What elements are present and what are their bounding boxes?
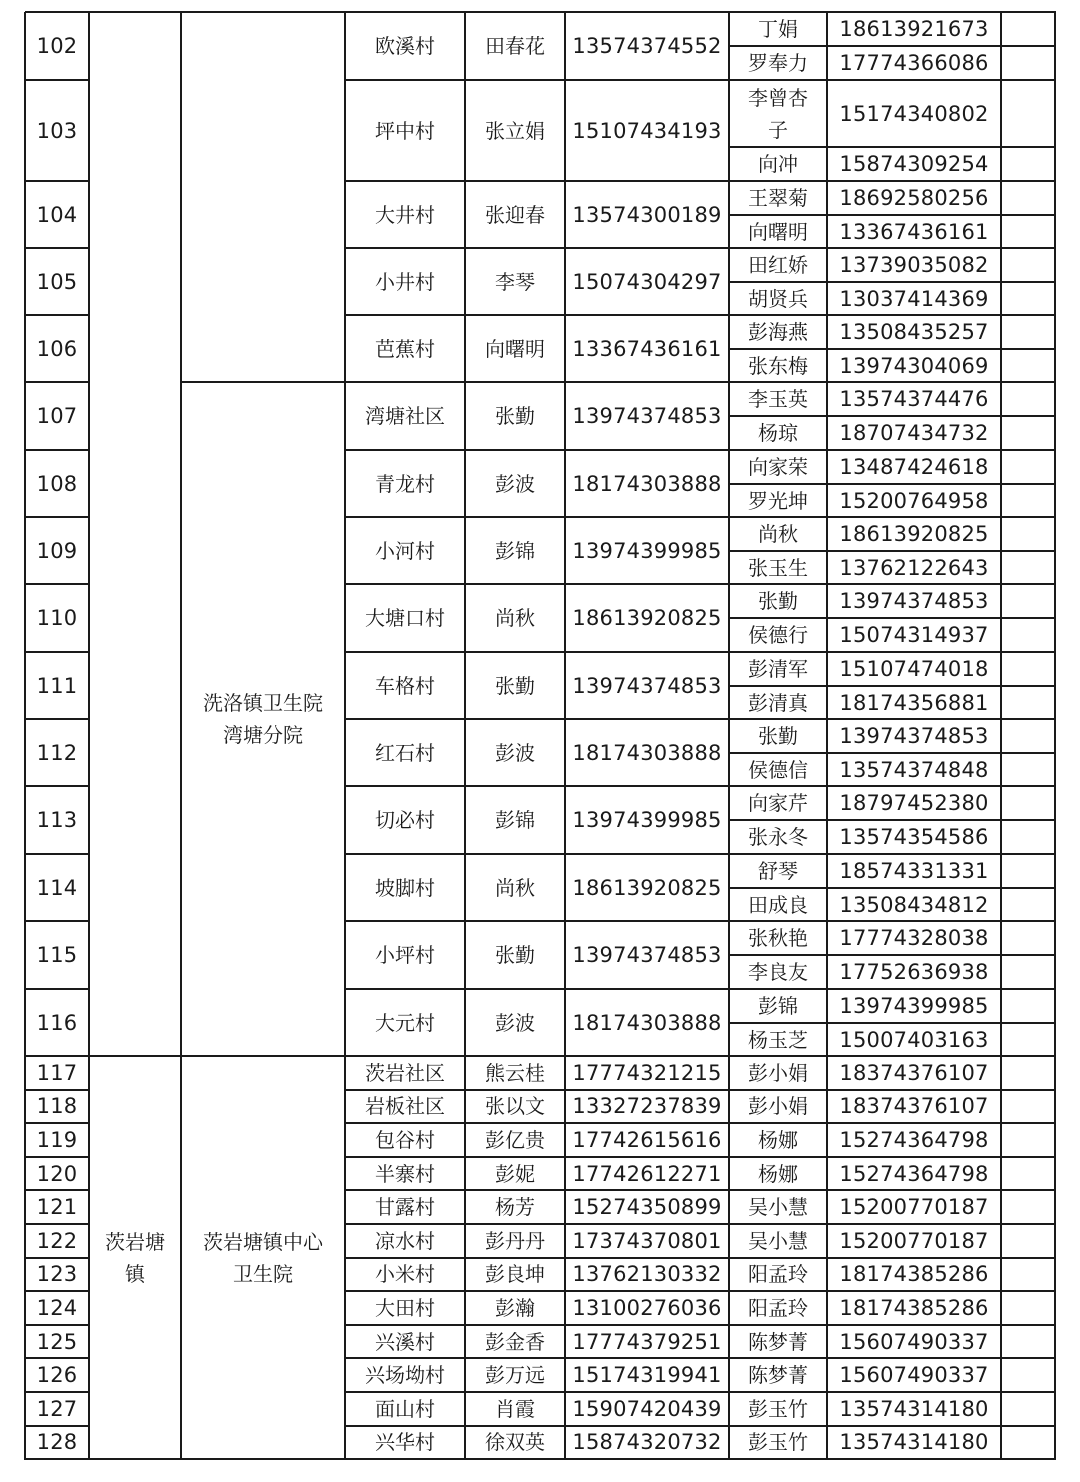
village-doctor-phone: 15907420439 (572, 1396, 722, 1421)
team-member-name: 彭玉竹 (748, 1396, 808, 1421)
team-member-name: 彭海燕 (748, 320, 808, 344)
village-name: 芭蕉村 (375, 336, 435, 361)
row-number: 104 (36, 202, 78, 227)
village-doctor-name: 彭良坤 (485, 1262, 545, 1287)
village-doctor-phone: 15107434193 (572, 118, 722, 143)
village-name: 甘露村 (375, 1195, 435, 1220)
team-member-name: 陈梦菁 (748, 1363, 808, 1388)
team-member-phone: 15607490337 (839, 1329, 989, 1354)
village-doctor-name: 彭瀚 (495, 1295, 535, 1320)
team-member-phone: 18574331331 (839, 859, 989, 883)
team-member-name: 阳孟玲 (748, 1295, 808, 1320)
village-doctor-phone: 17742615616 (572, 1127, 722, 1152)
team-member-name: 张永冬 (748, 825, 808, 849)
team-member-phone: 17774328038 (839, 926, 989, 950)
village-name: 包谷村 (375, 1127, 435, 1152)
column-divider (826, 12, 828, 1460)
village-doctor-name: 彭妮 (495, 1161, 535, 1186)
village-doctor-name: 张勤 (495, 943, 535, 967)
team-member-phone: 13974304069 (839, 353, 989, 378)
team-member-phone: 15107474018 (839, 657, 989, 681)
column-divider (88, 12, 90, 1460)
team-member-phone: 13508434812 (839, 892, 989, 917)
team-member-phone: 18174385286 (839, 1262, 989, 1287)
village-name: 面山村 (375, 1396, 435, 1421)
row-number: 110 (36, 606, 78, 630)
team-member-phone: 13574374848 (839, 757, 989, 782)
village-doctor-name: 彭锦 (495, 538, 535, 563)
village-name: 小坪村 (375, 943, 435, 967)
town-name (89, 12, 181, 1056)
row-number: 126 (36, 1363, 78, 1388)
team-member-name: 吴小慧 (748, 1195, 808, 1220)
village-doctor-phone: 18174303888 (572, 1010, 722, 1035)
village-doctor-phone: 15174319941 (572, 1363, 722, 1388)
village-doctor-phone: 13974374853 (572, 673, 722, 698)
row-number: 113 (36, 808, 78, 832)
village-doctor-name: 向曙明 (485, 336, 545, 361)
team-member-phone: 13487424618 (839, 455, 989, 479)
row-number: 117 (36, 1060, 78, 1085)
village-name: 凉水村 (375, 1228, 435, 1253)
village-doctor-name: 张勤 (495, 673, 535, 698)
team-member-name: 杨琼 (758, 421, 798, 445)
team-member-phone: 18174385286 (839, 1295, 989, 1320)
team-member-name: 彭小娟 (748, 1094, 808, 1119)
row-number: 125 (36, 1329, 78, 1354)
team-member-phone: 17752636938 (839, 960, 989, 984)
village-doctor-name: 彭万远 (485, 1363, 545, 1388)
village-doctor-name: 杨芳 (495, 1195, 535, 1220)
column-divider (180, 12, 182, 1460)
hospital-name (181, 12, 345, 382)
village-doctor-name: 彭亿贵 (485, 1127, 545, 1152)
team-member-name: 吴小慧 (748, 1228, 808, 1253)
village-doctor-phone: 17774379251 (572, 1329, 722, 1354)
row-number: 115 (36, 943, 78, 967)
village-doctor-phone: 18174303888 (572, 471, 722, 496)
team-member-name: 彭小娟 (748, 1060, 808, 1085)
team-member-phone: 18692580256 (839, 186, 989, 210)
row-number: 116 (36, 1010, 78, 1035)
team-member-name: 尚秋 (758, 522, 798, 546)
village-doctor-name: 张以文 (485, 1094, 545, 1119)
village-name: 小井村 (375, 269, 435, 294)
team-member-phone: 13762122643 (839, 555, 989, 580)
village-name: 大塘口村 (365, 606, 445, 630)
village-name: 兴场坳村 (365, 1363, 445, 1388)
team-member-phone: 13974374853 (839, 589, 989, 613)
team-member-phone: 13508435257 (839, 320, 989, 344)
village-doctor-name: 田春花 (485, 34, 545, 58)
village-doctor-name: 李琴 (495, 269, 535, 294)
village-doctor-phone: 17774321215 (572, 1060, 722, 1085)
team-member-name: 向家荣 (748, 455, 808, 479)
team-member-name: 丁娟 (758, 17, 798, 41)
group-divider (181, 381, 346, 383)
table-right-border (1054, 12, 1056, 1460)
village-name: 兴溪村 (375, 1329, 435, 1354)
team-member-name: 李曾杏 子 (748, 85, 808, 142)
village-doctor-phone: 13574300189 (572, 202, 722, 227)
village-doctor-name: 彭丹丹 (485, 1228, 545, 1253)
team-member-phone: 13574314180 (839, 1396, 989, 1421)
row-number: 123 (36, 1262, 78, 1287)
team-member-phone: 15607490337 (839, 1363, 989, 1388)
row-number: 124 (36, 1295, 78, 1320)
team-member-name: 杨娜 (758, 1161, 798, 1186)
row-number: 108 (36, 471, 78, 496)
row-number: 112 (36, 740, 78, 765)
team-member-phone: 13574354586 (839, 825, 989, 849)
team-member-name: 胡贤兵 (748, 286, 808, 311)
village-doctor-name: 肖霞 (495, 1396, 535, 1421)
column-divider (728, 12, 730, 1460)
village-doctor-phone: 13100276036 (572, 1295, 722, 1320)
village-name: 大井村 (375, 202, 435, 227)
village-doctor-name: 彭波 (495, 1010, 535, 1035)
village-name: 大田村 (375, 1295, 435, 1320)
village-doctor-name: 彭锦 (495, 808, 535, 832)
team-member-name: 李玉英 (748, 387, 808, 411)
row-number: 106 (36, 336, 78, 361)
village-name: 半寨村 (375, 1161, 435, 1186)
team-member-name: 阳孟玲 (748, 1262, 808, 1287)
village-doctor-phone: 18613920825 (572, 606, 722, 630)
village-doctor-name: 尚秋 (495, 606, 535, 630)
team-member-name: 杨娜 (758, 1127, 798, 1152)
village-name: 坡脚村 (375, 875, 435, 900)
team-member-name: 张勤 (758, 724, 798, 748)
hospital-name: 洗洛镇卫生院 湾塘分院 (203, 691, 323, 747)
column-divider (564, 12, 566, 1460)
village-doctor-phone: 17374370801 (572, 1228, 722, 1253)
town-name: 茨岩塘 镇 (105, 1229, 165, 1286)
row-number: 121 (36, 1195, 78, 1220)
village-name: 车格村 (375, 673, 435, 698)
row-number: 114 (36, 875, 78, 900)
row-number: 118 (36, 1094, 78, 1119)
team-member-phone: 15200770187 (839, 1195, 989, 1220)
row-number: 122 (36, 1228, 78, 1253)
team-member-phone: 15274364798 (839, 1127, 989, 1152)
team-member-phone: 15200770187 (839, 1228, 989, 1253)
team-member-name: 田红娇 (748, 253, 808, 277)
village-doctor-phone: 13367436161 (572, 336, 722, 361)
row-number: 128 (36, 1430, 78, 1455)
team-member-name: 彭清军 (748, 657, 808, 681)
village-doctor-phone: 15274350899 (572, 1195, 722, 1220)
team-member-phone: 13974374853 (839, 724, 989, 748)
village-doctor-name: 张立娟 (485, 118, 545, 143)
team-member-name: 彭锦 (758, 994, 798, 1018)
village-doctor-phone: 13974399985 (572, 538, 722, 563)
village-doctor-phone: 13974374853 (572, 404, 722, 428)
team-member-name: 李良友 (748, 960, 808, 984)
team-member-phone: 17774366086 (839, 51, 989, 75)
team-member-name: 张玉生 (748, 555, 808, 580)
village-doctor-name: 张迎春 (485, 202, 545, 227)
team-member-name: 向家芹 (748, 791, 808, 815)
village-doctor-phone: 13327237839 (572, 1094, 722, 1119)
team-member-name: 彭玉竹 (748, 1430, 808, 1455)
village-name: 岩板社区 (365, 1094, 445, 1119)
village-name: 小河村 (375, 538, 435, 563)
team-member-phone: 15200764958 (839, 488, 989, 513)
team-member-name: 王翠菊 (748, 186, 808, 210)
village-name: 红石村 (375, 740, 435, 765)
team-member-name: 陈梦菁 (748, 1329, 808, 1354)
team-member-name: 向冲 (758, 152, 798, 176)
village-doctor-name: 彭波 (495, 471, 535, 496)
row-number: 103 (36, 118, 78, 143)
team-member-name: 张勤 (758, 589, 798, 613)
team-member-phone: 15074314937 (839, 623, 989, 647)
village-doctor-phone: 13974374853 (572, 943, 722, 967)
village-doctor-phone: 13574374552 (572, 34, 722, 58)
village-doctor-phone: 17742612271 (572, 1161, 722, 1186)
village-name: 茨岩社区 (365, 1060, 445, 1085)
team-member-name: 彭清真 (748, 690, 808, 715)
village-doctor-name: 彭金香 (485, 1329, 545, 1354)
village-doctor-phone: 13974399985 (572, 808, 722, 832)
team-member-name: 向曙明 (748, 219, 808, 244)
village-name: 小米村 (375, 1262, 435, 1287)
row-number: 109 (36, 538, 78, 563)
team-member-phone: 18613920825 (839, 522, 989, 546)
table-left-border (24, 12, 26, 1460)
team-member-name: 张东梅 (748, 353, 808, 378)
village-doctor-name: 张勤 (495, 404, 535, 428)
team-member-phone: 18797452380 (839, 791, 989, 815)
team-member-phone: 15007403163 (839, 1027, 989, 1052)
row-number: 105 (36, 269, 78, 294)
team-member-phone: 18374376107 (839, 1060, 989, 1085)
team-member-phone: 18613921673 (839, 17, 989, 41)
village-name: 坪中村 (375, 118, 435, 143)
team-member-name: 侯德信 (748, 757, 808, 782)
team-member-phone: 15274364798 (839, 1161, 989, 1186)
row-number: 102 (36, 34, 78, 58)
row-number: 120 (36, 1161, 78, 1186)
village-doctor-name: 熊云桂 (485, 1060, 545, 1085)
village-doctor-phone: 15874320732 (572, 1430, 722, 1455)
team-member-phone: 13739035082 (839, 253, 989, 277)
hospital-name: 茨岩塘镇中心 卫生院 (203, 1229, 323, 1286)
team-member-phone: 18174356881 (839, 690, 989, 715)
village-doctor-name: 彭波 (495, 740, 535, 765)
village-name: 切必村 (375, 808, 435, 832)
village-name: 兴华村 (375, 1430, 435, 1455)
team-member-phone: 18707434732 (839, 421, 989, 445)
village-doctor-phone: 18174303888 (572, 740, 722, 765)
row-number: 127 (36, 1396, 78, 1421)
village-name: 湾塘社区 (365, 404, 445, 428)
column-divider (1000, 12, 1002, 1460)
village-doctor-name: 尚秋 (495, 875, 535, 900)
team-member-phone: 13367436161 (839, 219, 989, 244)
team-member-name: 杨玉芝 (748, 1027, 808, 1052)
column-divider (464, 12, 466, 1460)
village-doctor-name: 徐双英 (485, 1430, 545, 1455)
column-divider (344, 12, 346, 1460)
team-member-name: 罗光坤 (748, 488, 808, 513)
village-name: 欧溪村 (375, 34, 435, 58)
team-member-phone: 13574314180 (839, 1430, 989, 1455)
village-name: 青龙村 (375, 471, 435, 496)
team-member-name: 张秋艳 (748, 926, 808, 950)
team-member-name: 侯德行 (748, 623, 808, 647)
group-divider (89, 1055, 346, 1057)
team-member-phone: 18374376107 (839, 1094, 989, 1119)
team-member-phone: 13574374476 (839, 387, 989, 411)
team-member-phone: 15174340802 (839, 101, 989, 126)
row-number: 111 (36, 673, 78, 698)
row-number: 107 (36, 404, 78, 428)
village-doctor-phone: 13762130332 (572, 1262, 722, 1287)
team-member-name: 罗奉力 (748, 51, 808, 75)
team-member-phone: 15874309254 (839, 152, 989, 176)
team-member-name: 舒琴 (758, 859, 798, 883)
team-member-name: 田成良 (748, 892, 808, 917)
team-member-phone: 13974399985 (839, 994, 989, 1018)
village-doctor-phone: 15074304297 (572, 269, 722, 294)
village-doctor-phone: 18613920825 (572, 875, 722, 900)
row-number: 119 (36, 1127, 78, 1152)
village-name: 大元村 (375, 1010, 435, 1035)
team-member-phone: 13037414369 (839, 286, 989, 311)
